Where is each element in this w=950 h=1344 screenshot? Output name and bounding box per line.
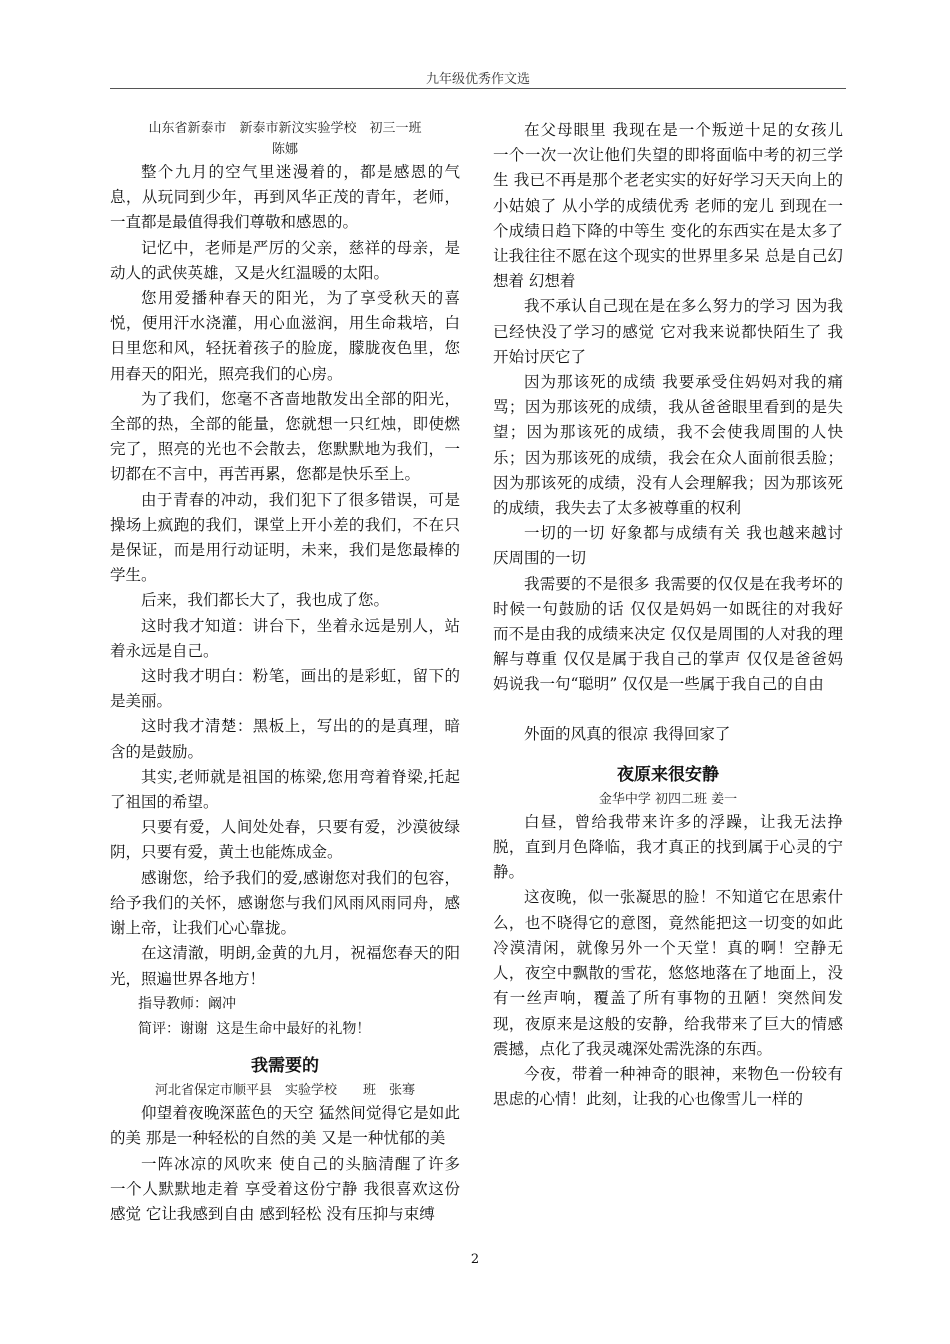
essay3-byline: 金华中学 初四二班 姜一 <box>598 791 738 807</box>
essay3-paragraph: 今夜，带着一种神奇的眼神，来物色一份较有思虑的心情！此刻，让我的心也像雪儿一样的 <box>493 1064 843 1109</box>
essay1-paragraph: 后来，我们都长大了，我也成了您。 <box>141 591 390 610</box>
essay2-byline: 河北省保定市顺平县 实验学校 班 张骞 <box>154 1083 415 1099</box>
essay1-byline: 山东省新泰市 新泰市新汶实验学校 初三一班 <box>148 121 422 136</box>
essay1-paragraph: 这时我才明白：粉笔，画出的是彩虹，留下的是美丽。 <box>110 667 460 711</box>
essay2-paragraph: 在父母眼里 我现在是一个叛逆十足的女孩儿 一个一次一次让他们失望的即将面临中考的初三学生 我已不再是那个老老实实的好好学习天天向上的小姑娘了 从小学的成绩优秀 老师的宠儿 到现在一个成绩日趋下降的中等生 变化的东西实在是太多了 让我往往不愿在这个现实的世界里多呆 总是自己幻想着 幻想着 <box>493 121 843 291</box>
essay1-paragraph: 这时我才知道：讲台下，坐着永远是别人，站着永远是自己。 <box>110 616 460 660</box>
essay1-paragraph: 由于青春的冲动，我们犯下了很多错误，可是操场上疯跑的我们，课堂上开小差的我们，不在只是保证，而是用行动证明，未来，我们是您最棒的学生。 <box>110 490 460 585</box>
essay2-paragraph: 因为那该死的成绩 我要承受住妈妈对我的痛骂；因为那该死的成绩，我从爸爸眼里看到的是失望；因为那该死的成绩，我不会使我周围的人快乐；因为那该死的成绩，我会在众人面前很丢脸；因为那该死的成绩，没有人会理解我；因为那该死的成绩，我失去了太多被尊重的权利 <box>493 373 843 518</box>
essay2-paragraph: 一阵冰凉的风吹来 使自己的头脑清醒了许多 一个人默默地走着 享受着这份宁静 我很喜欢这份感觉 它让我感到自由 感到轻松 没有压抑与束缚 <box>110 1154 460 1223</box>
page-number: 2 <box>470 1252 480 1267</box>
essay3-paragraph: 白昼，曾给我带来许多的浮躁，让我无法挣脱，直到月色降临，我才真正的找到属于心灵的宁静。 <box>493 812 843 882</box>
essay1-teacher: 指导教师：阚冲 <box>138 995 236 1012</box>
essay2-paragraph: 我需要的不是很多 我需要的仅仅是在我考坏的时候一句鼓励的话 仅仅是妈妈一如既往的对我好 而不是由我的成绩来决定 仅仅是周围的人对我的理解与尊重 仅仅是属于我自己的掌声 仅仅是爸爸妈妈说我一句“聪明” 仅仅是一些属于我自己的自由 <box>493 574 843 694</box>
running-header: 九年级优秀作文选 <box>425 72 530 87</box>
essay1-paragraph: 这时我才清楚：黑板上，写出的的是真理，暗含的是鼓励。 <box>110 717 460 761</box>
essay2-paragraph: 我不承认自己现在是在多么努力的学习 因为我已经快没了学习的感觉 它对我来说都快陌生了 我开始讨厌它了 <box>493 297 843 366</box>
essay2-title: 我需要的 <box>251 1056 319 1077</box>
essay1-paragraph: 您用爱播种春天的阳光，为了享受秋天的喜悦，便用汗水浇灌，用心血滋润，用生命栽培，白日里您和风，轻抚着孩子的脸庞，朦胧夜色里，您用春天的阳光，照亮我们的心房。 <box>110 289 460 383</box>
header-rule <box>110 88 846 89</box>
essay1-paragraph: 其实,老师就是祖国的栋梁,您用弯着脊梁,托起了祖国的希望。 <box>110 767 460 812</box>
essay2-paragraph: 仰望着夜晚深蓝色的天空 猛然间觉得它是如此的美 那是一种轻松的自然的美 又是一种忧郁的美 <box>110 1104 460 1148</box>
essay2-paragraph: 一切的一切 好象都与成绩有关 我也越来越讨厌周围的一切 <box>493 524 843 568</box>
right-column <box>493 118 843 1112</box>
essay3-paragraph: 这夜晚，似一张凝思的脸！不知道它在思索什么，也不晓得它的意图，竟然能把这一切变的如此冷漠清闲，就像另外一个天堂！真的啊！空静无人，夜空中飘散的雪花，悠悠地落在了地面上，没有一丝声响，覆盖了所有事物的丑陋！突然间发现，夜原来是这般的安静，给我带来了巨大的情感震撼，点化了我灵魂深处需洗涤的东西。 <box>493 888 843 1058</box>
left-column <box>110 118 460 1227</box>
essay1-paragraph: 感谢您，给予我们的爱,感谢您对我们的包容，给予我们的关怀，感谢您与我们风雨风雨同舟，感谢上帝，让我们心心靠拢。 <box>110 868 460 938</box>
essay1-comment: 简评：谢谢 这是生命中最好的礼物！ <box>138 1020 371 1037</box>
essay3-title: 夜原来很安静 <box>617 764 719 785</box>
essay1-paragraph: 在这清澈，明朗,金黄的九月，祝福您春天的阳光，照遍世界各地方！ <box>110 944 460 988</box>
essay1-paragraph: 只要有爱，人间处处春，只要有爱，沙漠彼绿阴，只要有爱，黄土也能炼成金。 <box>110 818 460 862</box>
essay2-paragraph: 外面的风真的很凉 我得回家了 <box>524 724 731 743</box>
essay1-paragraph: 整个九月的空气里迷漫着的，都是感恩的气息，从玩同到少年，再到风华正茂的青年，老师，一直都是最值得我们尊敬和感恩的。 <box>110 163 460 232</box>
essay1-author: 陈娜 <box>271 142 298 157</box>
essay1-paragraph: 记忆中，老师是严厉的父亲，慈祥的母亲，是动人的武侠英雄，又是火红温暖的太阳。 <box>110 238 460 282</box>
essay1-paragraph: 为了我们，您毫不吝啬地散发出全部的阳光，全部的热，全部的能量，您就想一只红烛，即使燃完了，照亮的光也不会散去，您默默地为我们，一切都在不言中，再苦再累，您都是快乐至上。 <box>110 389 460 484</box>
